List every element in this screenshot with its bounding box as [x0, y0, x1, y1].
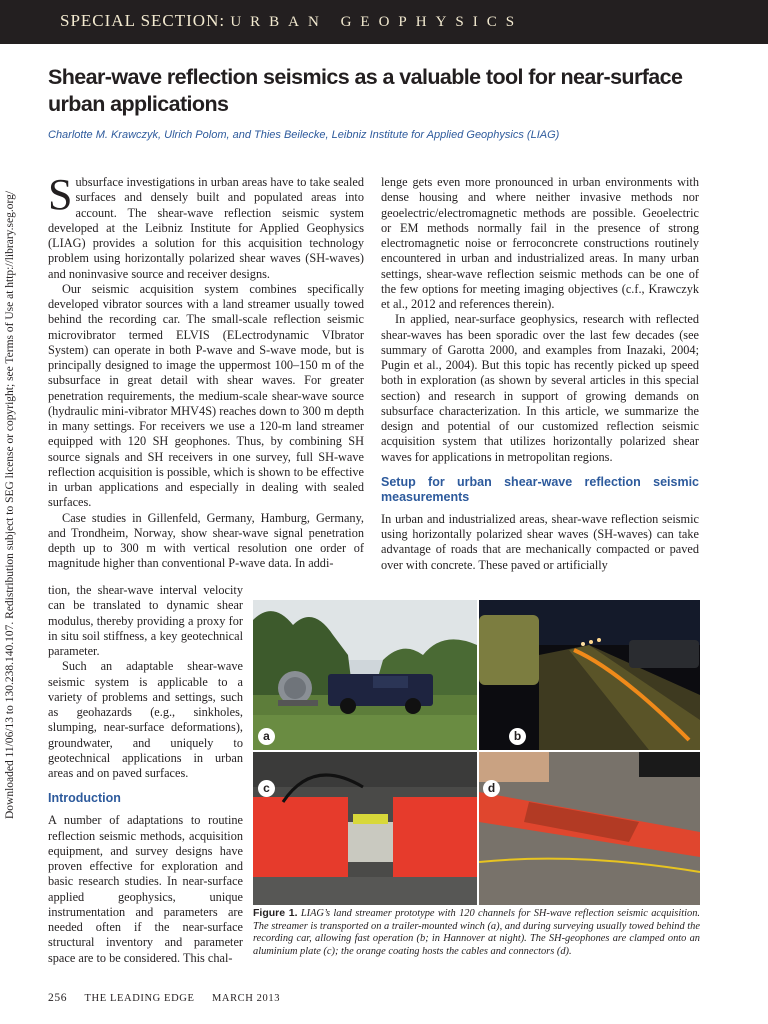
section-banner-text [60, 11, 523, 31]
banner-first-letter: U [230, 14, 251, 30]
figure-caption [253, 907, 700, 958]
paragraph-intro [48, 170, 364, 282]
journal-name: THE LEADING EDGE [84, 993, 195, 1004]
paragraph-introduction: A number of adaptations to routine reflection seismic methods, acquisition equipment, and survey designs have proven effective for exploration and basic research studies. In near-surface applied geophysics, unique instrumentation and parameters are needed often if the near-surface structural inventory and parameter space are to be considered. This chal- [48, 813, 243, 965]
paragraph-case-studies: Case studies in Gillenfeld, Germany, Hamburg, Germany, and Trondheim, Norway, show shear-wave signal penetration depth up to 300 m with vertical resolution one order of magnitude higher than conventional P-wave data. In addi- [48, 510, 364, 571]
paragraph-setup: In urban and industrialized areas, shear-wave reflection seismic using horizontally polarized shear waves (SH-waves) can take advantage of roads that are mechanically compacted or paved over with concrete. These paved or artificially [381, 511, 699, 572]
figure-caption-text: LIAG’s land streamer prototype with 120 channels for SH-wave reflection seismic acquisition. The streamer is transported on a trailer-mounted winch (a), and during surveying usually towed behind the recording car, allowing fast operation (b; in Hannover at night). The SH-geophones are clamped onto an aluminium plate (c); the orange coating hosts the cables and connectors (d). [253, 908, 700, 957]
photo-geophone-plate [253, 752, 477, 905]
figure-1 [253, 600, 700, 905]
drop-cap: S [48, 170, 73, 219]
section-banner [0, 0, 768, 44]
paragraph-applied: In applied, near-surface geophysics, research with reflected shear-waves has been sporadic over the last few decades (see summary of Garotta 2000, and examples from Inazaki, 2004; Pugin et al., 2004). But this topic has recently picked up speed both in exploration (as shown by several articles in this special section) and research in support of growing demands on subsurface characterization. In this article, we summarize the design and potential of our customized reflection seismic acquisition system that utilizes horizontally polarized shear waves for applications in metropolitan regions. [381, 312, 699, 464]
page-number: 256 [48, 992, 68, 1004]
column-right [381, 175, 699, 573]
heading-introduction: Introduction [48, 791, 121, 806]
paragraph-intro-text: ubsurface investigations in urban areas have to take sealed surfaces and densely built and populated areas into account. The shear-wave reflection seismic system developed at the Leibniz Institute for Applied Geophysics (LIAG) provides a solution for this acquisition technology problem using horizontally polarized shear waves (SH-waves) and noninvasive source and receiver designs. [48, 175, 364, 281]
photo-night-street [479, 600, 700, 750]
issue-date: MARCH 2013 [211, 993, 281, 1004]
panel-label-b: b [509, 728, 526, 745]
panel-label-a: a [258, 728, 275, 745]
paragraph-challenge: lenge gets even more pronounced in urban environments with dense housing and where neither invasive methods nor geoelectric/electromagnetic methods are possible. Geoelectric or EM methods normally fail in the presence of strong electromagnetic noise or ferroconcrete constructions routinely encountered in urban and industrialized areas. In many urban settings, shear-wave reflection seismic methods can be one of the few options for meeting imaging objectives (c.f., Krawczyk et al., 2012 and references therein). [381, 175, 699, 311]
panel-label-c: c [258, 780, 275, 797]
paragraph-applicable: Such an adaptable shear-wave seismic system is applicable to a variety of problems and settings, such as geohazards (e.g., sinkholes, slumping, near-surface deformations), groundwater, and uniquely to geotechnical applications in urban areas and on paved surfaces. [48, 659, 243, 780]
photo-winch-trailer [253, 600, 477, 750]
column-left-top [48, 170, 364, 572]
download-notice: Downloaded 11/06/13 to 130.238.140.107. Redistribution subject to SEG license or copyright; see Terms of Use at http://library.seg.org/ [4, 190, 16, 820]
photo-orange-coating [479, 752, 700, 905]
figure-caption-label: Figure 1. [253, 907, 298, 919]
paragraph-case-studies-cont: tion, the shear-wave interval velocity can be translated to dynamic shear modulus, thereby providing a proxy for in situ soil stiffness, a key geotechnical parameter. [48, 583, 243, 658]
panel-label-d: d [483, 780, 500, 797]
article-authors: Charlotte M. Krawczyk, Ulrich Polom, and Thies Beilecke, Leibniz Institute for Applied Geophysics (LIAG) [48, 129, 560, 141]
paragraph-acquisition: Our seismic acquisition system combines specifically developed vibrator sources with a land streamer usually towed behind the recording car. The small-scale reflection seismic microvibrator termed ELVIS (ELectrodynamic VIbrator System) can operate in both P-wave and S-wave mode, but is principally designed to image the uppermost 100–150 m of the subsurface in great detail with shear waves. For greater penetration requirements, the medium-scale shear-wave source (hydraulic mini-vibrator MHV4S) reaches down to 300 m depth in many settings. For receivers we use a 120-m land streamer equipped with 120 SH geophones. Thus, by combining SH source signals and SH receivers in one survey, full SH-wave reflection acquisition is possible, which is shown to be effective in urban applications and especially in dealing with sealed surfaces. [48, 281, 364, 510]
banner-rest: RBAN GEOPHYSICS [250, 14, 524, 30]
column-left-bottom [48, 583, 243, 966]
article-title: Shear-wave reflection seismics as a valuable tool for near-surface urban applications [48, 65, 683, 116]
page-footer [48, 992, 294, 1004]
heading-setup: Setup for urban shear-wave reflection seismic measurements [381, 474, 699, 504]
banner-lead: SPECIAL SECTION: [60, 11, 226, 30]
